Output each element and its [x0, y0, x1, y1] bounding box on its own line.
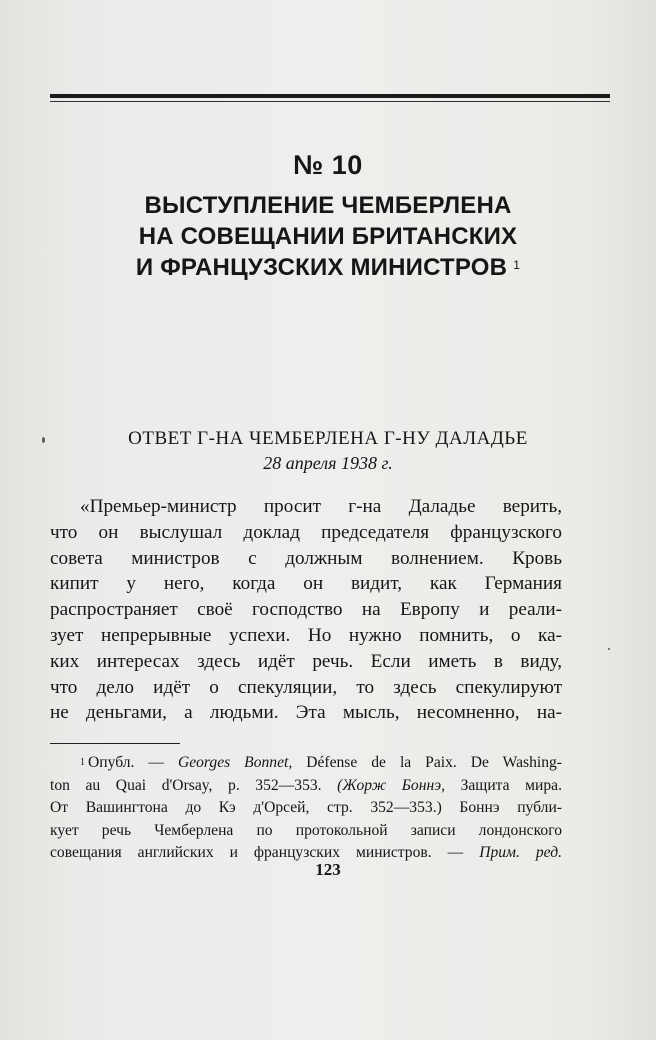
footnote-line-2: ton au Quai d'Orsay, p. 352—353. (Жорж Боннэ, Защита мира. [50, 776, 563, 794]
footnote-marker: 1 [80, 757, 85, 768]
body-line: «Премьер-министр просит г-на Даладье верить, [80, 496, 562, 517]
body-text [50, 494, 562, 726]
body-line: что дело идёт о спекуляции, то здесь спекулируют [50, 676, 562, 698]
body-line: не деньгами, а людьми. Эта мысль, несомненно, на- [50, 702, 562, 724]
footnote-line-4: кует речь Чемберлена по протокольной записи лондонского [50, 821, 562, 839]
document-number: № 10 [293, 150, 363, 180]
body-line: что он выслушал доклад председателя французского [50, 521, 562, 543]
title-line-3: И ФРАНЦУЗСКИХ МИНИСТРОВ $^1$ [135, 254, 521, 281]
body-line: совета министров с должным волнением. Кровь [50, 547, 562, 569]
body-line: кипит у него, когда он видит, как Германия [50, 573, 562, 595]
header-rule-thin [50, 101, 610, 102]
footnote [50, 752, 562, 865]
header-rule [50, 94, 610, 98]
scan-speck [42, 437, 45, 443]
footnote-line-3: От Вашингтона до Кэ д'Орсей, стр. 352—353.) Боннэ публи- [50, 799, 562, 817]
section-subheading: ОТВЕТ Г-НА ЧЕМБЕРЛЕНА Г-НУ ДАЛАДЬЕ [128, 428, 528, 449]
section-date: 28 апреля 1938 г. [263, 453, 393, 473]
title-line-1: ВЫСТУПЛЕНИЕ ЧЕМБЕРЛЕНА [144, 192, 512, 219]
scan-speck [608, 648, 610, 650]
document-title [60, 190, 596, 283]
footnote-rule [50, 743, 180, 744]
title-footnote-marker: 1 [513, 258, 521, 272]
page-number: 123 [315, 860, 341, 879]
title-line-2: НА СОВЕЩАНИИ БРИТАНСКИХ [138, 223, 518, 250]
body-line: распространяет своё господство на Европу и реали- [50, 599, 562, 621]
footnote-author: Georges Bonnet, [177, 754, 293, 771]
footnote-line-1: $^1$ Опубл. — Georges Bonnet, Défense de la Paix. De Washing- [80, 754, 562, 771]
body-line: зует непрерывные успехи. Но нужно помнить, о ка- [50, 624, 562, 646]
body-line: ких интересах здесь идёт речь. Если иметь в виду, [50, 650, 562, 672]
footnote-line-5: совещания английских и французских министров. — Прим. ред. [50, 844, 562, 862]
